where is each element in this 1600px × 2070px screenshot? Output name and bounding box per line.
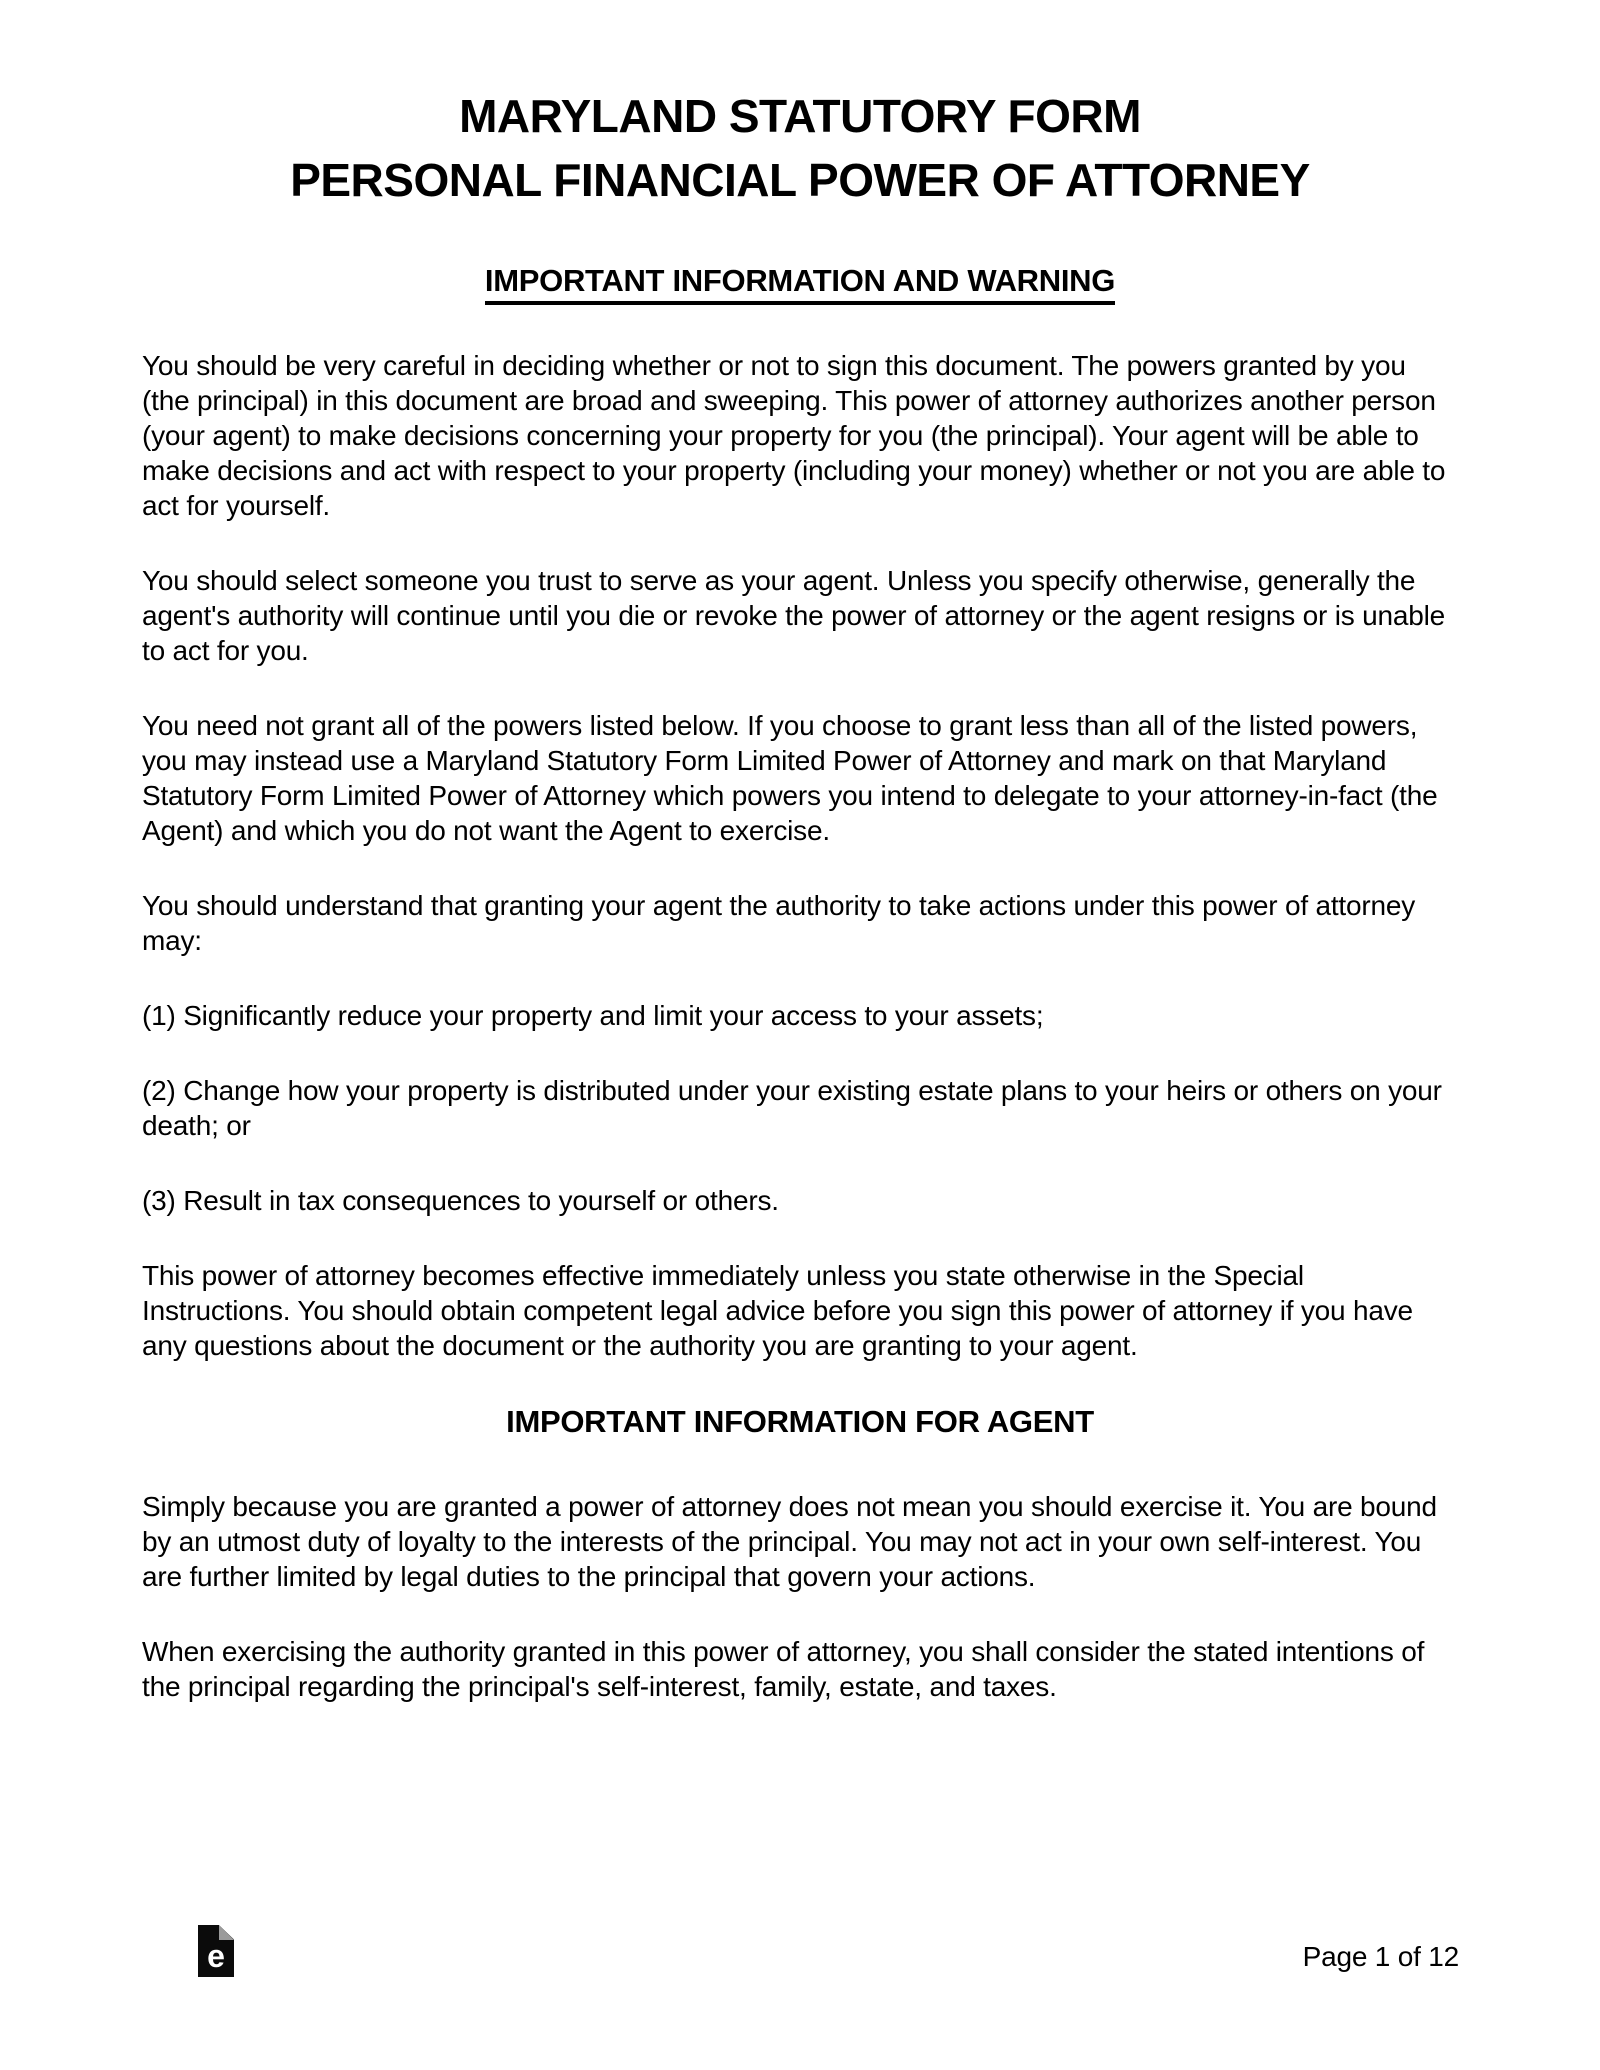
- warning-list-item-1: (1) Significantly reduce your property and limit your access to your assets;: [142, 1000, 1044, 1031]
- warning-list-item-3: (3) Result in tax consequences to yourself or others.: [142, 1185, 779, 1216]
- section-heading-agent-text: IMPORTANT INFORMATION FOR AGENT: [506, 1404, 1094, 1439]
- section-heading-warning: [142, 262, 1458, 300]
- page-number: Page 1 of 12: [1302, 1941, 1459, 1972]
- warning-paragraph-8: This power of attorney becomes effective immediately unless you state otherwise in the Special Instructions. You should obtain competent legal advice before you sign this power of attorney if you have any questions about the document or the authority you are granting to your agent.: [142, 1260, 1413, 1361]
- title-line-1: MARYLAND STATUTORY FORM: [459, 90, 1141, 142]
- warning-paragraph-1: You should be very careful in deciding whether or not to sign this document. The powers granted by you (the principal) in this document are broad and sweeping. This power of attorney authorizes another person (your agent) to make decisions concerning your property for you (the principal). Your agent will be able to make decisions and act with respect to your property (including your money) whether or not you are able to act for yourself.: [142, 350, 1446, 521]
- agent-paragraph-1: Simply because you are granted a power of attorney does not mean you should exercise it. You are bound by an utmost duty of loyalty to the interests of the principal. You may not act in your own self-interest. You are further limited by legal duties to the principal that govern your actions.: [142, 1491, 1437, 1592]
- warning-paragraph-4: You should understand that granting your agent the authority to take actions under this power of attorney may:: [142, 890, 1416, 956]
- title-line-2: PERSONAL FINANCIAL POWER OF ATTORNEY: [290, 154, 1310, 206]
- section-heading-agent: [142, 1403, 1458, 1441]
- logo-letter: e: [207, 1938, 225, 1974]
- warning-paragraph-2: You should select someone you trust to serve as your agent. Unless you specify otherwise, generally the agent's authority will continue until you die or revoke the power of attorney or the agent resigns or is unable to act for you.: [142, 565, 1446, 666]
- agent-paragraph-2: When exercising the authority granted in this power of attorney, you shall consider the stated intentions of the principal regarding the principal's self-interest, family, estate, and taxes.: [142, 1636, 1425, 1702]
- warning-list-item-2: (2) Change how your property is distributed under your existing estate plans to your heirs or others on your death; or: [142, 1075, 1442, 1141]
- warning-paragraph-3: You need not grant all of the powers listed below. If you choose to grant less than all of the listed powers, you may instead use a Maryland Statutory Form Limited Power of Attorney and mark on that Maryland Statutory Form Limited Power of Attorney which powers you intend to delegate to your attorney-in-fact (the Agent) and which you do not want the Agent to exercise.: [142, 710, 1438, 846]
- eforms-logo: [198, 1925, 234, 1977]
- document-title: [142, 84, 1458, 212]
- section-heading-warning-text: IMPORTANT INFORMATION AND WARNING: [485, 263, 1115, 305]
